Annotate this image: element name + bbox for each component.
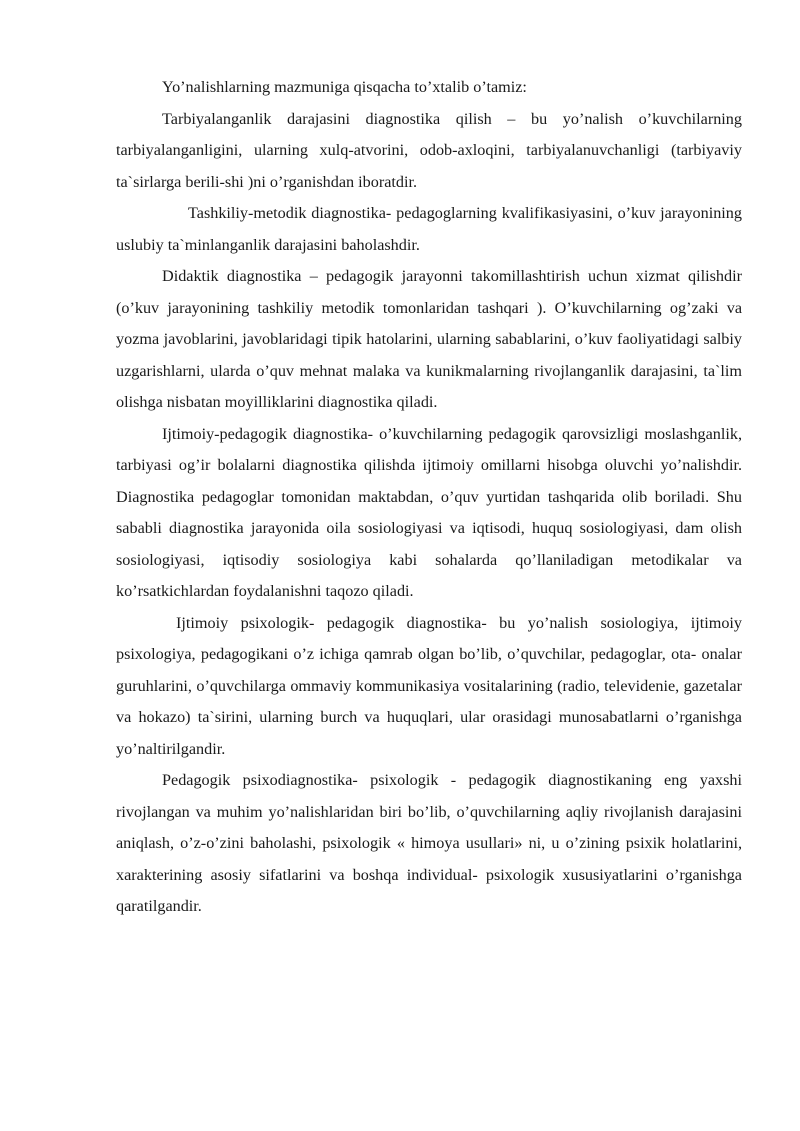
paragraph-pedagogical-psychodiagnostics: Pedagogik psixodiagnostika- psixologik - pedagogik diagnostikaning eng yaxshi rivojlangan va muhim yo’nalishlaridan biri bo’lib, o’quvchilarning aqliy rivojlanish darajasini aniqlash, o’z-o’zini baholashi, psixologik « himoya usullari» ni, u o’zining psixik holatlarini, xarakterining asosiy sifatlarini va boshqa individual- psixologik xususiyatlarini o’rganishga qaratilgandir.: [116, 771, 742, 915]
paragraph-social-psychological-pedagogical-diagnostics: Ijtimoiy psixologik- pedagogik diagnostika- bu yo’nalish sosiologiya, ijtimoiy psixologiya, pedagogikani o’z ichiga qamrab olgan bo’lib, o’quvchilar, pedagoglar, ota- onalar guruhlarini, o’quvchilarga ommaviy kommunikasiya vositalarining (radio, televidenie, gazetalar va hokazo) ta`sirini, ularning burch va huquqlari, ular orasidagi munosabatlarni o’rganishga yo’naltirilgandir.: [116, 613, 742, 758]
document-page: [116, 72, 742, 923]
intro-paragraph: Yo’nalishlarning mazmuniga qisqacha to’xtalib o’tamiz:: [162, 78, 527, 96]
paragraph-organizational-methodical-diagnostics: Tashkiliy-metodik diagnostika- pedagoglarning kvalifikasiyasini, o’kuv jarayonining uslubiy ta`minlanganlik darajasini baholashdir.: [116, 204, 742, 254]
paragraph-social-pedagogical-diagnostics: Ijtimoiy-pedagogik diagnostika- o’kuvchilarning pedagogik qarovsizligi moslashganlik, tarbiyasi og’ir bolalarni diagnostika qilishda ijtimoiy omillarni hisobga oluvchi yo’nalishdir. Diagnostika pedagoglar tomonidan maktabdan, o’quv yurtidan tashqarida olib boriladi. Shu sababli diagnostika jarayonida oila sosiologiyasi va iqtisodi, huquq sosiologiyasi, dam olish sosiologiyasi, iqtisodiy sosiologiya kabi sohalarda qo’llaniladigan metodikalar va ko’rsatkichlardan foydalanishni taqozo qiladi.: [116, 424, 742, 600]
paragraph-didactic-diagnostics: Didaktik diagnostika – pedagogik jarayonni takomillashtirish uchun xizmat qilishdir (o’kuv jarayonining tashkiliy metodik tomonlaridan tashqari ). O’kuvchilarning og’zaki va yozma javoblarini, javoblaridagi tipik hatolarini, ularning sabablarini, o’kuv faoliyatidagi salbiy uzgarishlarni, ularda o’quv mehnat malaka va kunikmalarning rivojlanganlik darajasini, ta`lim olishga nisbatan moyilliklarini diagnostika qiladi.: [116, 267, 742, 411]
paragraph-upbringing-diagnostics: Tarbiyalanganlik darajasini diagnostika qilish – bu yo’nalish o’kuvchilarning tarbiyalanganligini, ularning xulq-atvorini, odob-axloqini, tarbiyalanuvchanligi (tarbiyaviy ta`sirlarga berili-shi )ni o’rganishdan iboratdir.: [116, 109, 742, 191]
